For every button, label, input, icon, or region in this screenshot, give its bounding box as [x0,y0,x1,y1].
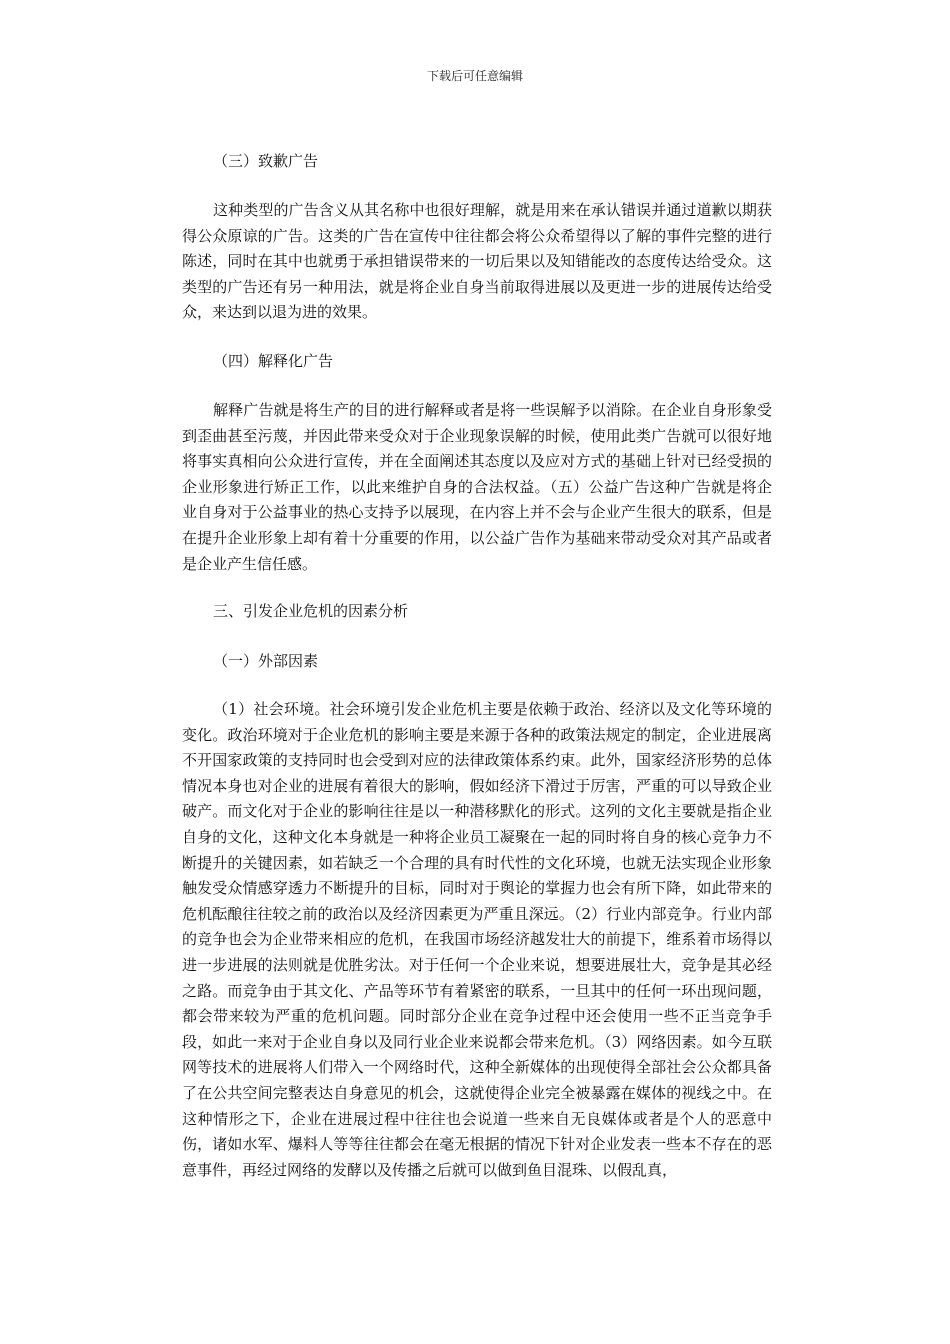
paragraph-apology-ad: 这种类型的广告含义从其名称中也很好理解，就是用来在承认错误并通过道歉以期获得公众原谅的广告。这类的广告在宣传中往往都会将公众希望得以了解的事件完整的进行陈述，同时在其中也就勇于承担错误带来的一切后果以及知错能改的态度传达给受众。这类型的广告还有另一种用法，就是将企业自身当前取得进展以及更进一步的进展传达给受众，来达到以退为进的效果。 [182,201,772,322]
heading-apology-ad: （三）致歉广告 [213,152,319,170]
paragraph-explanatory-ad: 解释广告就是将生产的目的进行解释或者是将一些误解予以消除。在企业自身形象受到歪曲甚至污蔑，并因此带来受众对于企业现象误解的时候，使用此类广告就可以很好地将事实真相向公众进行宣传，并在全面阐述其态度以及应对方式的基础上针对已经受损的企业形象进行矫正工作，以此来维护自身的合法权益。（五）公益广告这种广告就是将企业自身对于公益事业的热心支持予以展现，在内容上并不会与企业产生很大的联系，但是在提升企业形象上却有着十分重要的作用，以公益广告作为基础来带动受众对其产品或者是企业产生信任感。 [182,401,772,573]
header-note: 下载后可任意编辑 [426,69,523,83]
heading-external-factors: （一）外部因素 [213,652,319,670]
paragraph-external-factors: （1）社会环境。社会环境引发企业危机主要是依赖于政治、经济以及文化等环境的变化。政治环境对于企业危机的影响主要是来源于各种的政策法规定的制定，企业进展离不开国家政策的支持同时也会受到对应的法律政策体系约束。此外，国家经济形势的总体情况本身也对企业的进展有着很大的影响，假如经济下滑过于厉害，严重的可以导致企业破产。而文化对于企业的影响往往是以一种潜移默化的形式。这列的文化主要就是指企业自身的文化，这种文化本身就是一种将企业员工凝聚在一起的同时将自身的核心竞争力不断提升的关键因素，如若缺乏一个合理的具有时代性的文化环境，也就无法实现企业形象触发受众情感穿透力不断提升的目标，同时对于舆论的掌握力也会有所下降，如此带来的危机酝酿往往较之前的政治以及经济因素更为严重且深远。（2）行业内部竞争。行业内部的竞争也会为企业带来相应的危机，在我国市场经济越发壮大的前提下，维系着市场得以进一步进展的法则就是优胜劣汰。对于任何一个企业来说，想要进展壮大，竞争是其必经之路。而竞争由于其文化、产品等环节有着紧密的联系，一旦其中的任何一环出现问题，都会带来较为严重的危机问题。同时部分企业在竞争过程中还会使用一些不正当竞争手段，如此一来对于企业自身以及同行业企业来说都会带来危机。（3）网络因素。如今互联网等技术的进展将人们带入一个网络时代，这种全新媒体的出现使得全部社会公众都具备了在公共空间完整表达自身意见的机会，这就使得企业完全被暴露在媒体的视线之中。在这种情形之下，企业在进展过程中往往也会说道一些来自无良媒体或者是个人的恶意中伤，诸如水军、爆料人等等往往都会在毫无根据的情况下针对企业发表一些本不存在的恶意事件，再经过网络的发酵以及传播之后就可以做到鱼目混珠、以假乱真， [182,700,772,1179]
heading-section-three: 三、引发企业危机的因素分析 [213,602,409,620]
heading-explanatory-ad: （四）解释化广告 [213,352,334,370]
